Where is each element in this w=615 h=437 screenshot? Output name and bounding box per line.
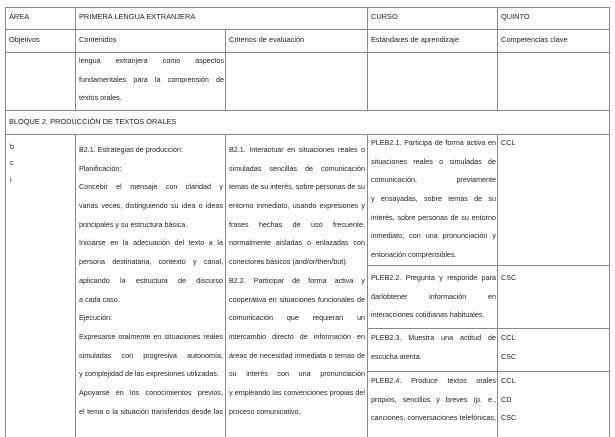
competencia-code: CSC <box>501 413 517 423</box>
table-border-top <box>5 7 610 8</box>
competencias-3 <box>501 329 601 366</box>
text-line: entorno inmediato, usando expresiones y <box>229 201 365 211</box>
text-line: interés, sobre personas de su entorno <box>371 212 496 222</box>
criterios-cell <box>229 141 365 421</box>
competencias-4 <box>501 372 601 428</box>
subject-name: PRIMERA LENGUA EXTRANJERA <box>79 12 196 21</box>
objetivo-item: c <box>10 158 14 167</box>
competencia-code: CCL <box>501 333 516 342</box>
bloque-title: BLOQUE 2. PRODUCCIÓN DE TEXTOS ORALES <box>9 117 177 126</box>
column-divider <box>367 7 368 110</box>
table-border-left <box>5 7 6 437</box>
text-line: comunicación que requieran un <box>229 313 365 323</box>
text-line: Concebir el mensaje con claridad y <box>79 182 223 192</box>
objetivo-item: i <box>10 175 12 184</box>
text-line: el tema o la situación transferidos desde las <box>79 406 223 416</box>
text-line: intercambio directo de información en <box>229 331 365 341</box>
text-line: áreas de necesidad inmediata o temas de <box>229 350 365 360</box>
text-line: B2.1. Estrategias de producción: <box>79 145 183 154</box>
competencia-code: CCL <box>501 138 516 147</box>
estandar-pleb2-1 <box>371 134 496 265</box>
text-line: entonación comprensibles. <box>371 250 457 260</box>
text-line: propios, sencillos y breves (p. e., <box>371 394 496 404</box>
column-header-estandares: Estándares de aprendizaje <box>371 35 459 44</box>
text-line: y complejidad de las expresiones utilizadas. <box>79 369 219 379</box>
competencia-code: CSC <box>501 351 517 361</box>
area-label: ÁREA <box>9 12 30 21</box>
curso-label: CURSO <box>371 12 398 21</box>
competencias-1 <box>501 134 601 153</box>
curso-value: QUINTO <box>501 12 530 21</box>
text-line: lengua extranjera como aspectos <box>79 56 224 65</box>
text-line: inmediato, con una pronunciación y <box>371 231 496 241</box>
text-line: temas de su interés, sobre personas de su <box>229 182 365 192</box>
text-line: B2.1. Interactuar en situaciones reales o <box>229 145 365 154</box>
text-line: proceso comunicativo. <box>229 406 301 416</box>
text-line: y ensayadas, sobre temas de su <box>371 194 496 204</box>
text-line: frases hechas de uso frecuente, <box>229 219 365 229</box>
row-divider <box>5 29 610 30</box>
text-line: comunicación, previamente <box>371 175 496 185</box>
text-line: PLEB2.2. Pregunta y responde para <box>371 273 496 282</box>
continued-contenidos <box>79 52 224 108</box>
text-line: canciones, conversaciones telefónicas, <box>371 413 496 423</box>
column-header-objetivos: Objetivos <box>9 35 40 44</box>
text-line: simuladas con progresiva autonomía, <box>79 350 223 360</box>
estandar-pleb2-2 <box>371 269 496 325</box>
text-line: Ejecución: <box>79 313 113 323</box>
text-line: simuladas sencillas de comunicación <box>229 163 365 173</box>
text-line: PLEB2.4. Produce textos orales <box>371 376 496 385</box>
text-line: y empleando las convenciones propias del <box>229 387 365 397</box>
column-divider <box>225 134 226 437</box>
text-line: Planificación: <box>79 163 122 173</box>
text-line: Iniciarse en la adecuación del texto a la <box>79 238 223 248</box>
estandar-pleb2-4 <box>371 372 496 428</box>
text-line: su interés con una pronunciación <box>229 369 365 379</box>
competencia-code: CSC <box>501 273 517 282</box>
column-divider <box>367 134 368 437</box>
standard-divider <box>367 265 610 266</box>
contenidos-cell <box>79 141 223 421</box>
text-line: principales y su estructura básica. <box>79 219 188 229</box>
text-line: textos orales. <box>79 93 122 103</box>
column-header-criterios: Criterios de evaluación <box>229 35 305 44</box>
competencia-code: CD <box>501 394 512 404</box>
text-line: normalmente aisladas o enlazadas con <box>229 238 365 248</box>
text-line: escucha atenta. <box>371 351 422 361</box>
column-header-contenidos: Contenidos <box>79 35 117 44</box>
text-line: aplicando la estructura de discurso <box>79 275 223 285</box>
row-divider <box>5 110 610 111</box>
column-divider <box>225 29 226 110</box>
text-line: situaciones reales o simuladas de <box>371 156 496 166</box>
column-divider <box>497 134 498 437</box>
text-line: Apoyarse en los conocimientos previos, <box>79 387 223 397</box>
column-header-competencias: Competencias clave <box>501 35 568 44</box>
text-line: varias veces, distinguiendo su idea o ideas <box>79 201 223 211</box>
column-divider <box>497 7 498 110</box>
competencias-2 <box>501 269 601 288</box>
text-line: darlobtener información en <box>371 291 496 301</box>
text-line: persona destinataria, contexto y canal, <box>79 257 223 267</box>
text-line: PLEB2.1. Participa de forma activa en <box>371 138 496 147</box>
text-line: PLEB2.3. Muestra una actitud de <box>371 333 496 342</box>
table-border-right <box>609 7 610 437</box>
objetivo-item: b <box>10 142 14 151</box>
text-line: a cada caso. <box>79 294 120 304</box>
text-line: B2.2. Participar de forma activa y <box>229 275 365 285</box>
column-divider <box>75 134 76 437</box>
estandar-pleb2-3 <box>371 329 496 366</box>
column-divider <box>75 7 76 110</box>
text-line: fundamentales para la comprensión de <box>79 74 224 84</box>
text-line: cooperativa en situaciones funcionales de <box>229 294 365 304</box>
text-line: interacciones cotidianas habituales. <box>371 310 485 320</box>
text-line: conectores básicos (and/or/then/but). <box>229 257 348 267</box>
text-line: Expresarse oralmente en situaciones reales <box>79 331 223 341</box>
competencia-code: CCL <box>501 376 516 385</box>
